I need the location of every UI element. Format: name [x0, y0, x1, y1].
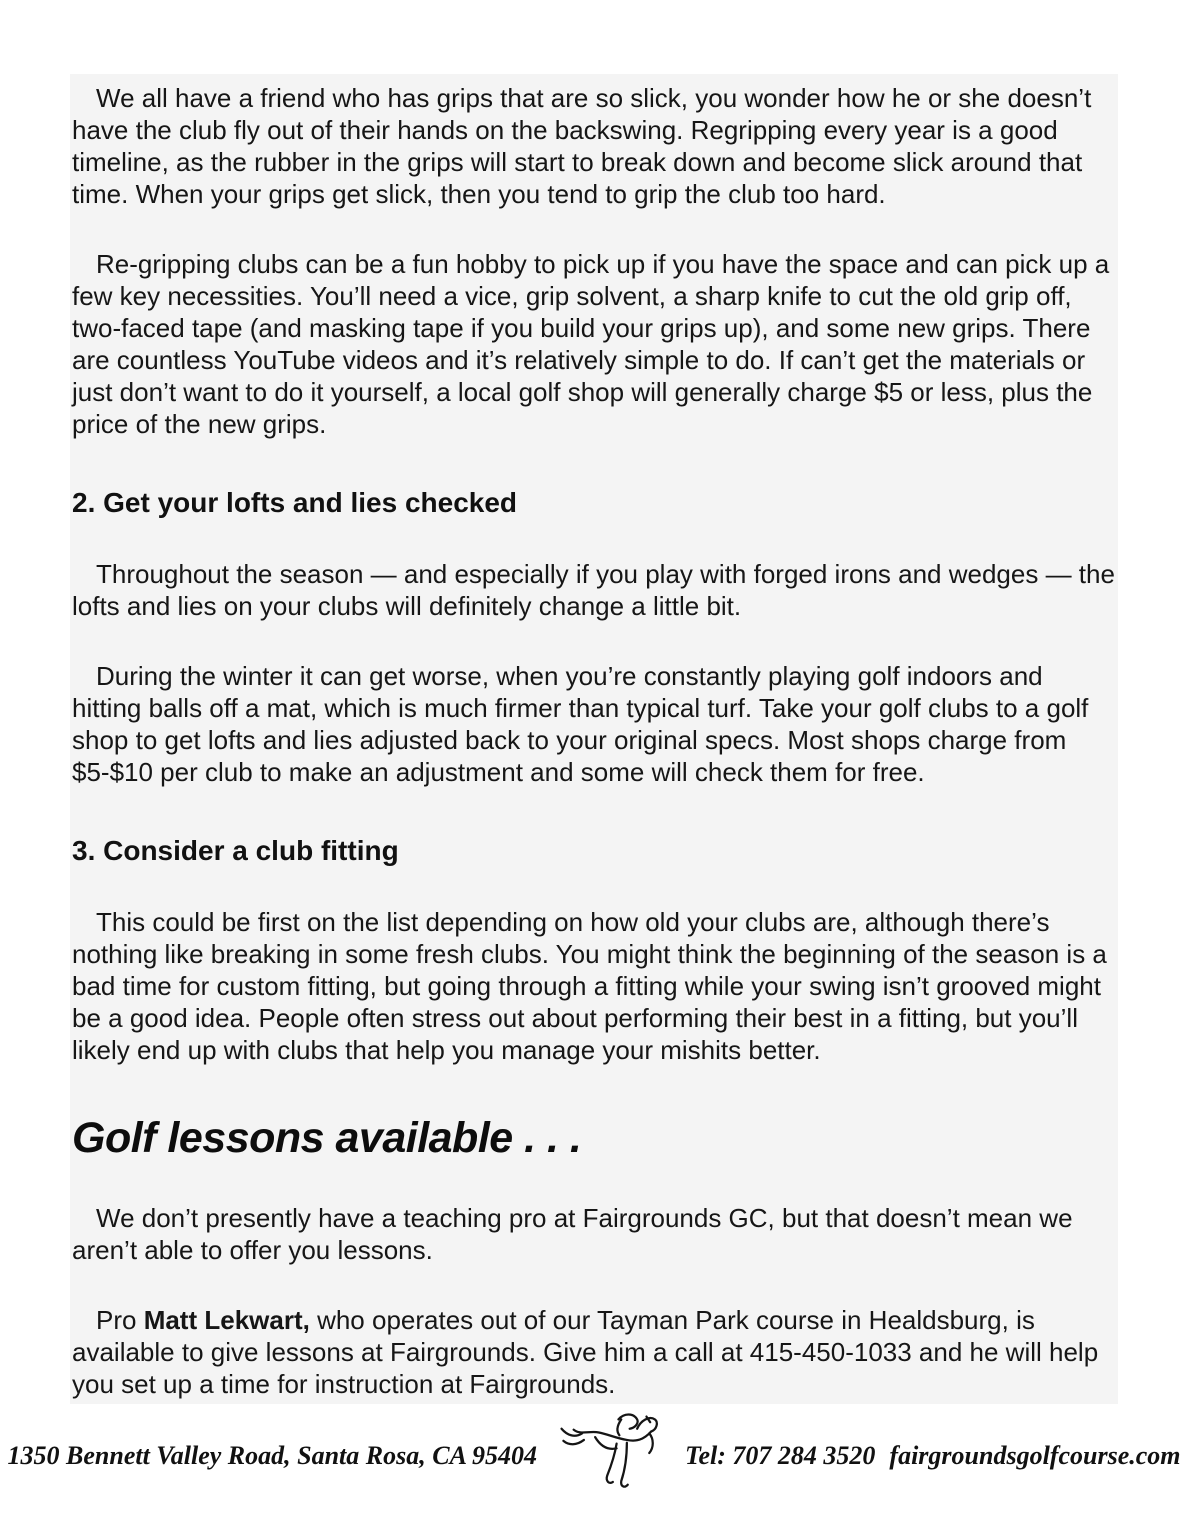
paragraph-winter-worse: During the winter it can get worse, when you’re constantly playing golf indoors and hitting balls off a mat, which is much firmer than typical turf. Take your golf clubs to a golf shop to get lofts and lies adjusted back to your original specs. Most shops charge from $5-$10 per club to make an adjustment and some will check them for free. [72, 661, 1089, 787]
page-footer [7, 1408, 1181, 1504]
paragraph-pro-contact [72, 1304, 1118, 1400]
heading-golf-lessons: Golf lessons available . . . [72, 1114, 582, 1162]
pro-contact-prefix: Pro [96, 1305, 144, 1335]
paragraph-no-teaching-pro: We don’t presently have a teaching pro at Fairgrounds GC, but that doesn’t mean we aren’t able to offer you lessons. [72, 1203, 1073, 1265]
paragraph-slick-grips: We all have a friend who has grips that are so slick, you wonder how he or she doesn’t have the club fly out of their hands on the backswing. Regripping every year is a good timeline, as the rubber in the grips will start to break down and become slick around that time. When your grips get slick, then you tend to grip the club too hard. [72, 83, 1092, 209]
heading-club-fitting: 3. Consider a club fitting [72, 835, 399, 866]
footer-phone: Tel: 707 284 3520 [685, 1441, 876, 1470]
horse-jockey-logo [555, 1406, 667, 1507]
paragraph-regripping-hobby: Re-gripping clubs can be a fun hobby to pick up if you have the space and can pick up a few key necessities. You’ll need a vice, grip solvent, a sharp knife to cut the old grip off, two-faced tape (and masking tape if you build your grips up), and some new grips. There are countless YouTube videos and it’s relatively simple to do. If can’t get the materials or just don’t want to do it yourself, a local golf shop will generally charge $5 or less, plus the price of the new grips. [72, 249, 1110, 439]
paragraph-throughout-season: Throughout the season — and especially if you play with forged irons and wedges — the lofts and lies on your clubs will definitely change a little bit. [72, 559, 1115, 621]
article-body [70, 74, 1118, 1404]
pro-name: Matt Lekwart, [143, 1305, 310, 1335]
pro-contact-rest: who operates out of our Tayman Park course in Healdsburg, is available to give lessons at Fairgrounds. Give him a call at 415-450-1033 and he will help you set up a time for instruction at Fairgrounds. [72, 1305, 1099, 1399]
paragraph-club-fitting: This could be first on the list depending on how old your clubs are, although there’s nothing like breaking in some fresh clubs. You might think the beginning of the season is a bad time for custom fitting, but going through a fitting while your swing isn’t grooved might be a good idea. People often stress out about performing their best in a fitting, but you’ll likely end up with clubs that help you manage your mishits better. [72, 907, 1107, 1065]
heading-lofts-and-lies: 2. Get your lofts and lies checked [72, 487, 518, 518]
footer-address: 1350 Bennett Valley Road, Santa Rosa, CA 95404 [7, 1441, 537, 1470]
footer-website: fairgroundsgolfcourse.com [889, 1441, 1181, 1470]
